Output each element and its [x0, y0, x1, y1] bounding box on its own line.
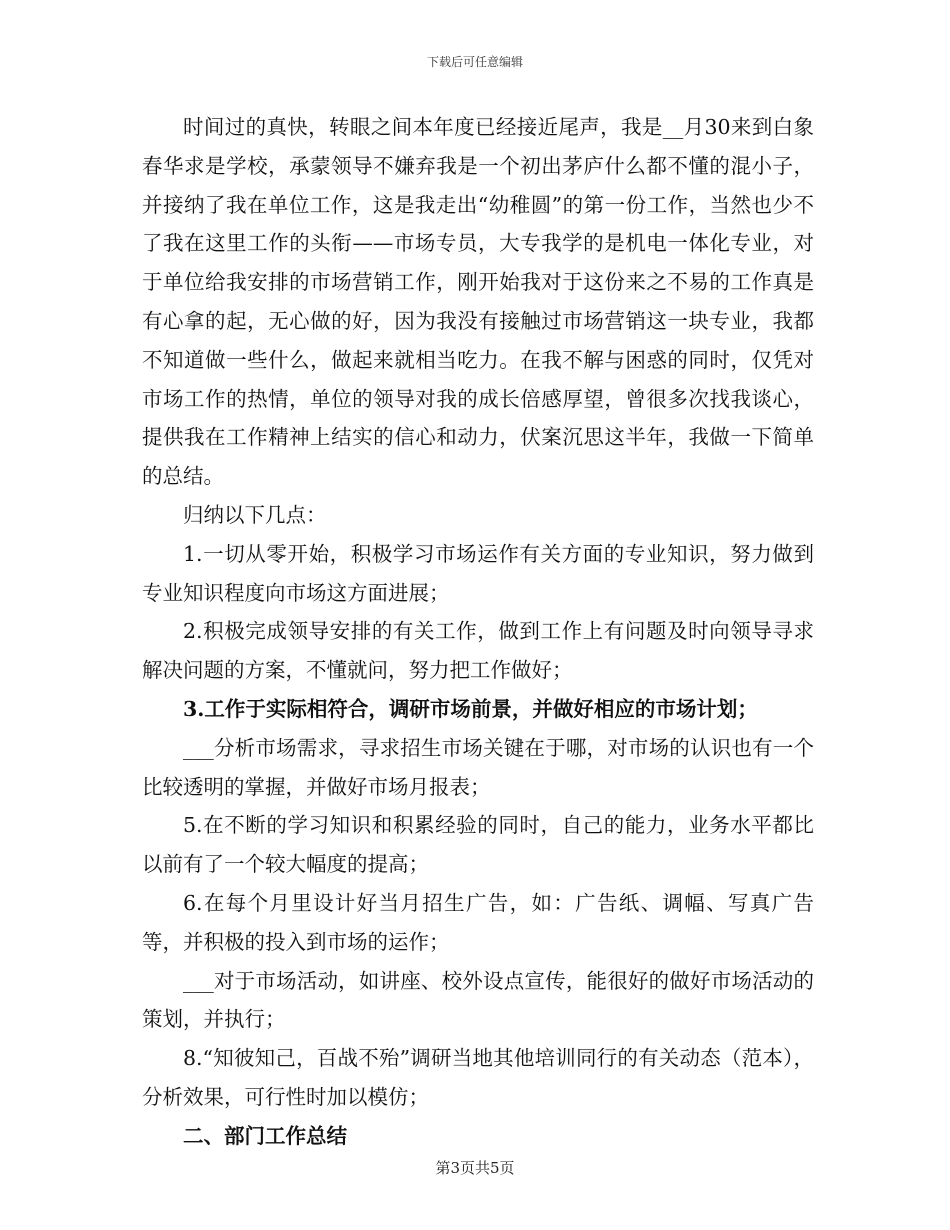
list-item-5: 5.在不断的学习知识和积累经验的同时，自己的能力，业务水平都比以前有了一个较大幅度的提高； — [142, 813, 814, 877]
document-body — [142, 108, 814, 1156]
list-item-6: 6.在每个月里设计好当月招生广告，如：广告纸、调幅、写真广告等，并积极的投入到市场的运作； — [142, 890, 814, 954]
list-item-2: 2.积极完成领导安排的有关工作，做到工作上有问题及时向领导寻求解决问题的方案，不懂就问，努力把工作做好； — [142, 619, 814, 683]
list-item-7: ___对于市场活动，如讲座、校外设点宣传，能很好的做好市场活动的策划，并执行； — [142, 968, 814, 1032]
list-item-3: 3.工作于实际相符合，调研市场前景，并做好相应的市场计划； — [183, 696, 758, 721]
list-item-8: 8.“知彼知己，百战不殆”调研当地其他培训同行的有关动态（范本），分析效果，可行性时加以模仿； — [142, 1046, 814, 1109]
paragraph-intro: 时间过的真快，转眼之间本年度已经接近尾声，我是__月30来到白象春华求是学校，承蒙领导不嫌弃我是一个初出茅庐什么都不懂的混小子，并接纳了我在单位工作，这是我走出“幼稚圆”的第一份工作，当然也少不了我在这里工作的头衔——市场专员，大专我学的是机电一体化专业，对于单位给我安排的市场营销工作，刚开始我对于这份来之不易的工作真是有心拿的起，无心做的好，因为我没有接触过市场营销这一块专业，我都不知道做一些什么，做起来就相当吃力。在我不解与困惑的同时，仅凭对市场工作的热情，单位的领导对我的成长倍感厚望，曾很多次找我谈心，提供我在工作精神上结实的信心和动力，伏案沉思这半年，我做一下简单的总结。 — [142, 115, 814, 489]
page-footer: 第3页共5页 — [435, 1159, 515, 1177]
list-item-4: ___分析市场需求，寻求招生市场关键在于哪，对市场的认识也有一个比较透明的掌握，并做好市场月报表； — [142, 735, 814, 799]
page-header: 下载后可任意编辑 — [426, 55, 523, 69]
paragraph-summary-heading: 归纳以下几点： — [183, 502, 327, 527]
section-heading-department-summary: 二、部门工作总结 — [183, 1123, 347, 1148]
list-item-1: 1.一切从零开始，积极学习市场运作有关方面的专业知识，努力做到专业知识程度向市场这方面进展； — [142, 541, 814, 605]
